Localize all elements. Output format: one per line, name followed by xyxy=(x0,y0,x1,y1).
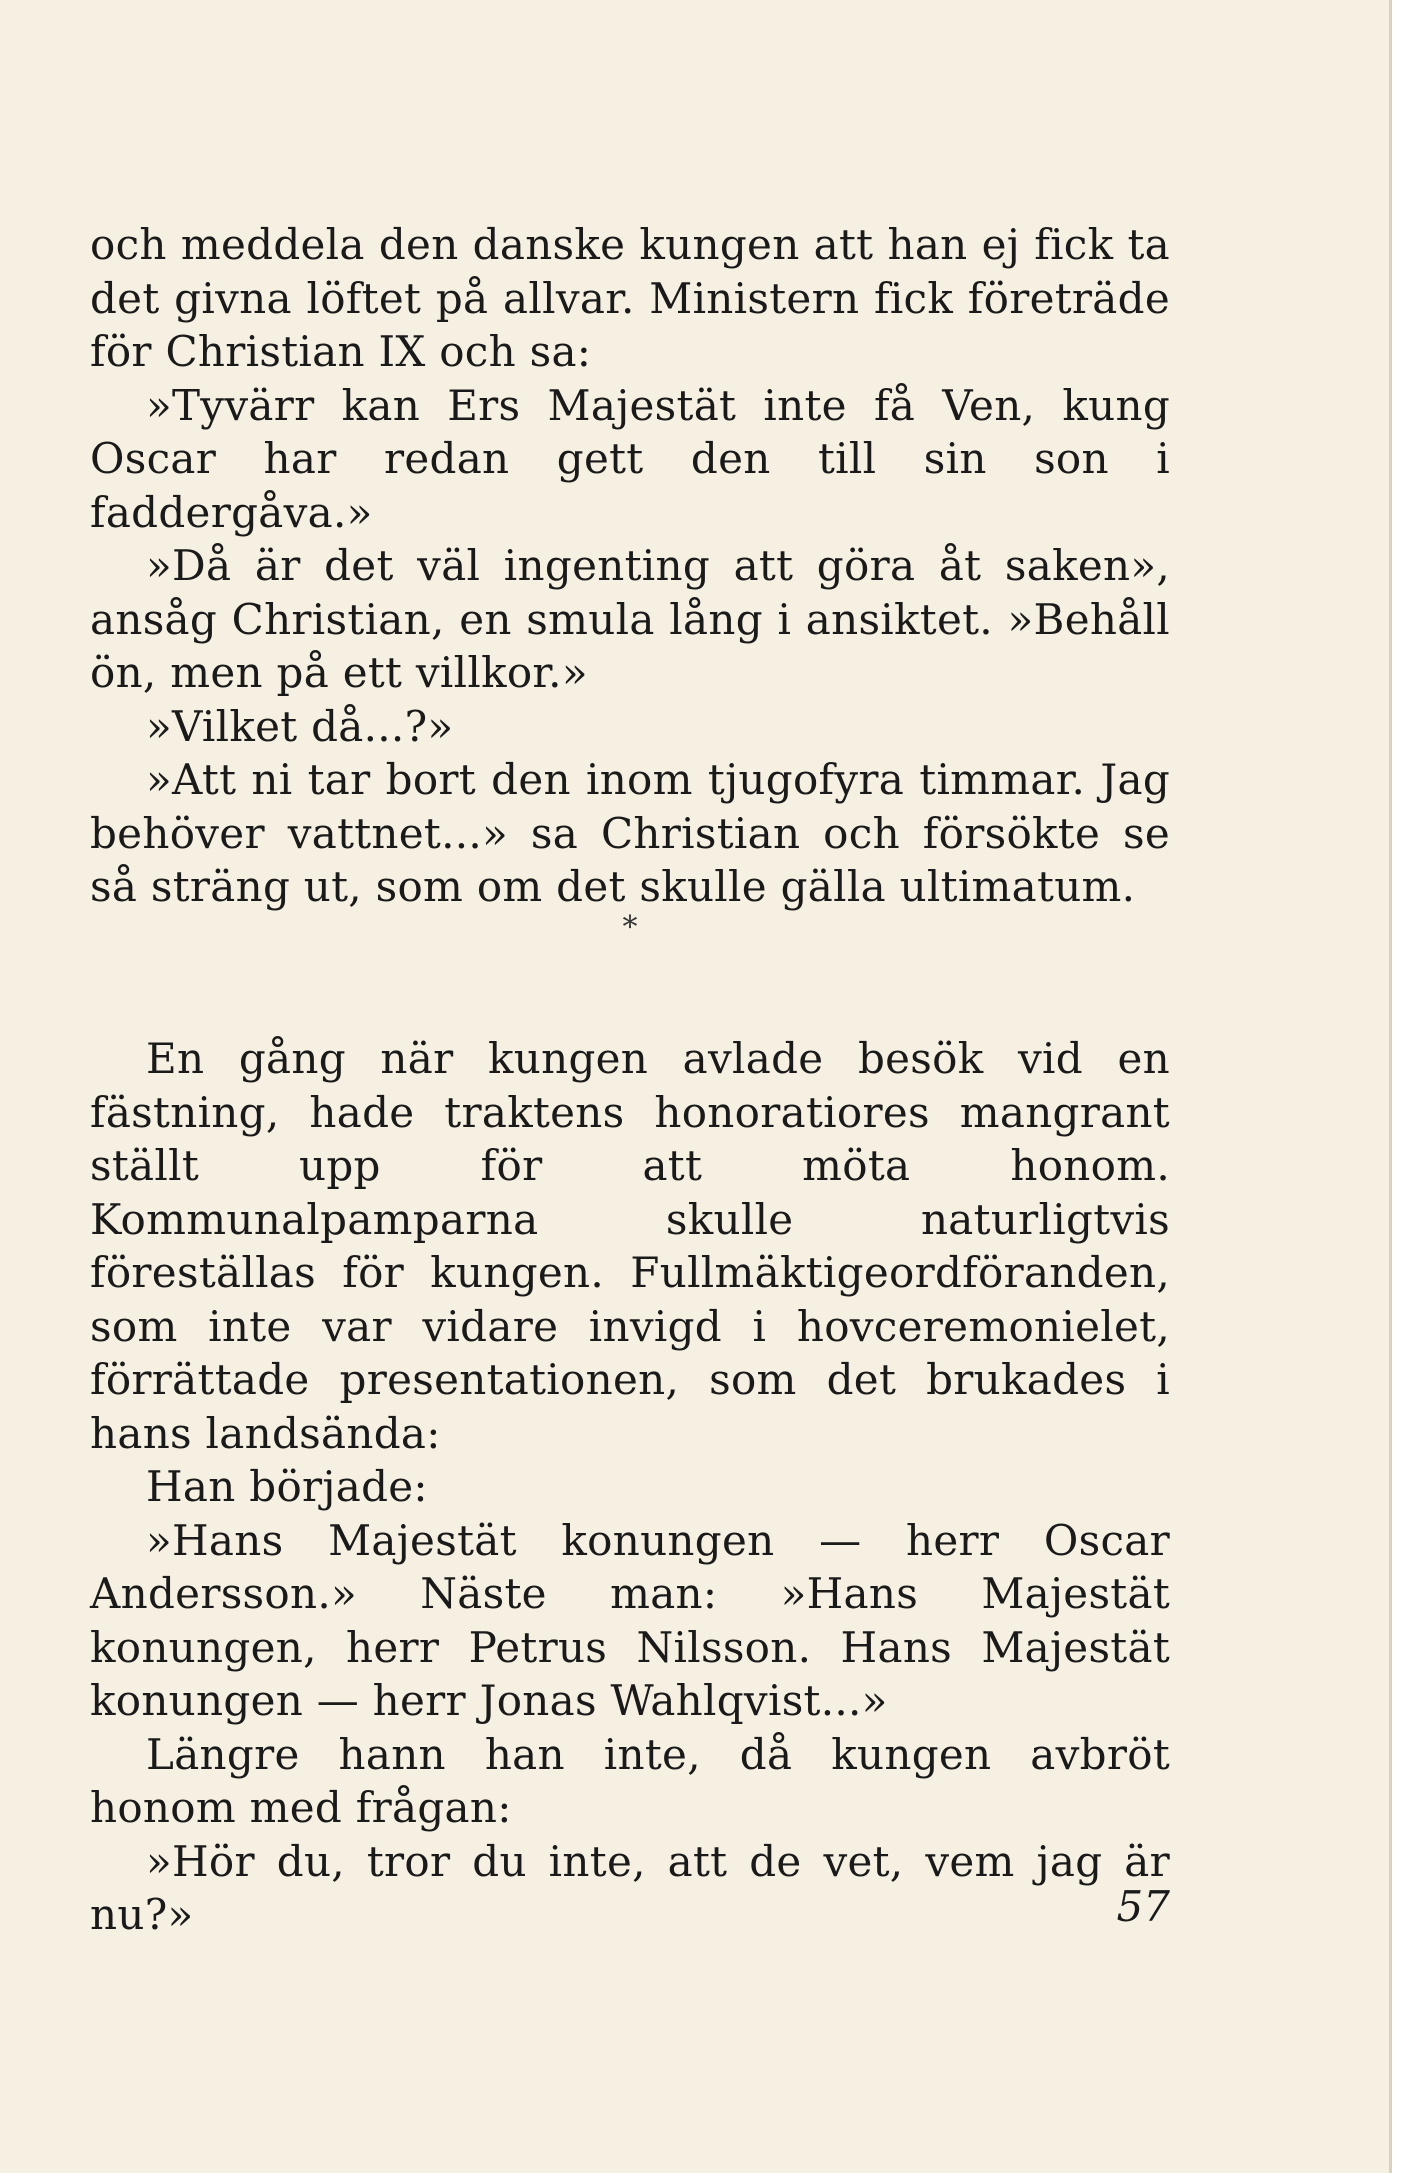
paragraph: »Då är det väl ingenting att göra åt saken», ansåg Christian, en smula lång i ansiktet. »Behåll ön, men på ett villkor.» xyxy=(90,541,1170,697)
paragraph: »Hör du, tror du inte, att de vet, vem jag är nu?» xyxy=(90,1836,1170,1939)
paragraph: »Vilket då...?» xyxy=(146,701,454,751)
paragraph: »Att ni tar bort den inom tjugofyra timmar. Jag behöver vattnet...» sa Christian och försökte se så sträng ut, som om det skulle gälla ultimatum. xyxy=(90,755,1170,911)
paragraph: »Hans Majestät konungen — herr Oscar Andersson.» Näste man: »Hans Majestät konungen, herr Petrus Nilsson. Hans Majestät konungen — herr Jonas Wahlqvist...» xyxy=(90,1515,1170,1725)
text-section-top xyxy=(90,218,1170,914)
paragraph: och meddela den danske kungen att han ej fick ta det givna löftet på allvar. Ministern fick företräde för Christian IX och sa: xyxy=(90,220,1170,376)
paragraph: »Tyvärr kan Ers Majestät inte få Ven, kung Oscar har redan gett den till sin son i faddergåva.» xyxy=(90,380,1170,537)
paragraph: En gång när kungen avlade besök vid en fästning, hade traktens honoratiores mangrant ställt upp för att möta honom. Kommunalpamparna skulle naturligtvis föreställas för kungen. Fullmäktigeordföranden, som inte var vidare invigd i hovceremonielet, förrättade presentationen, som det brukades i hans landsända: xyxy=(90,1034,1170,1458)
page-number: 57 xyxy=(1116,1882,1170,1931)
paragraph: Längre hann han inte, då kungen avbröt honom med frågan: xyxy=(90,1729,1170,1832)
page-edge xyxy=(1392,0,1409,2173)
text-section-bottom xyxy=(90,1032,1170,1942)
paragraph: Han började: xyxy=(146,1462,428,1511)
section-separator: * xyxy=(622,910,638,945)
